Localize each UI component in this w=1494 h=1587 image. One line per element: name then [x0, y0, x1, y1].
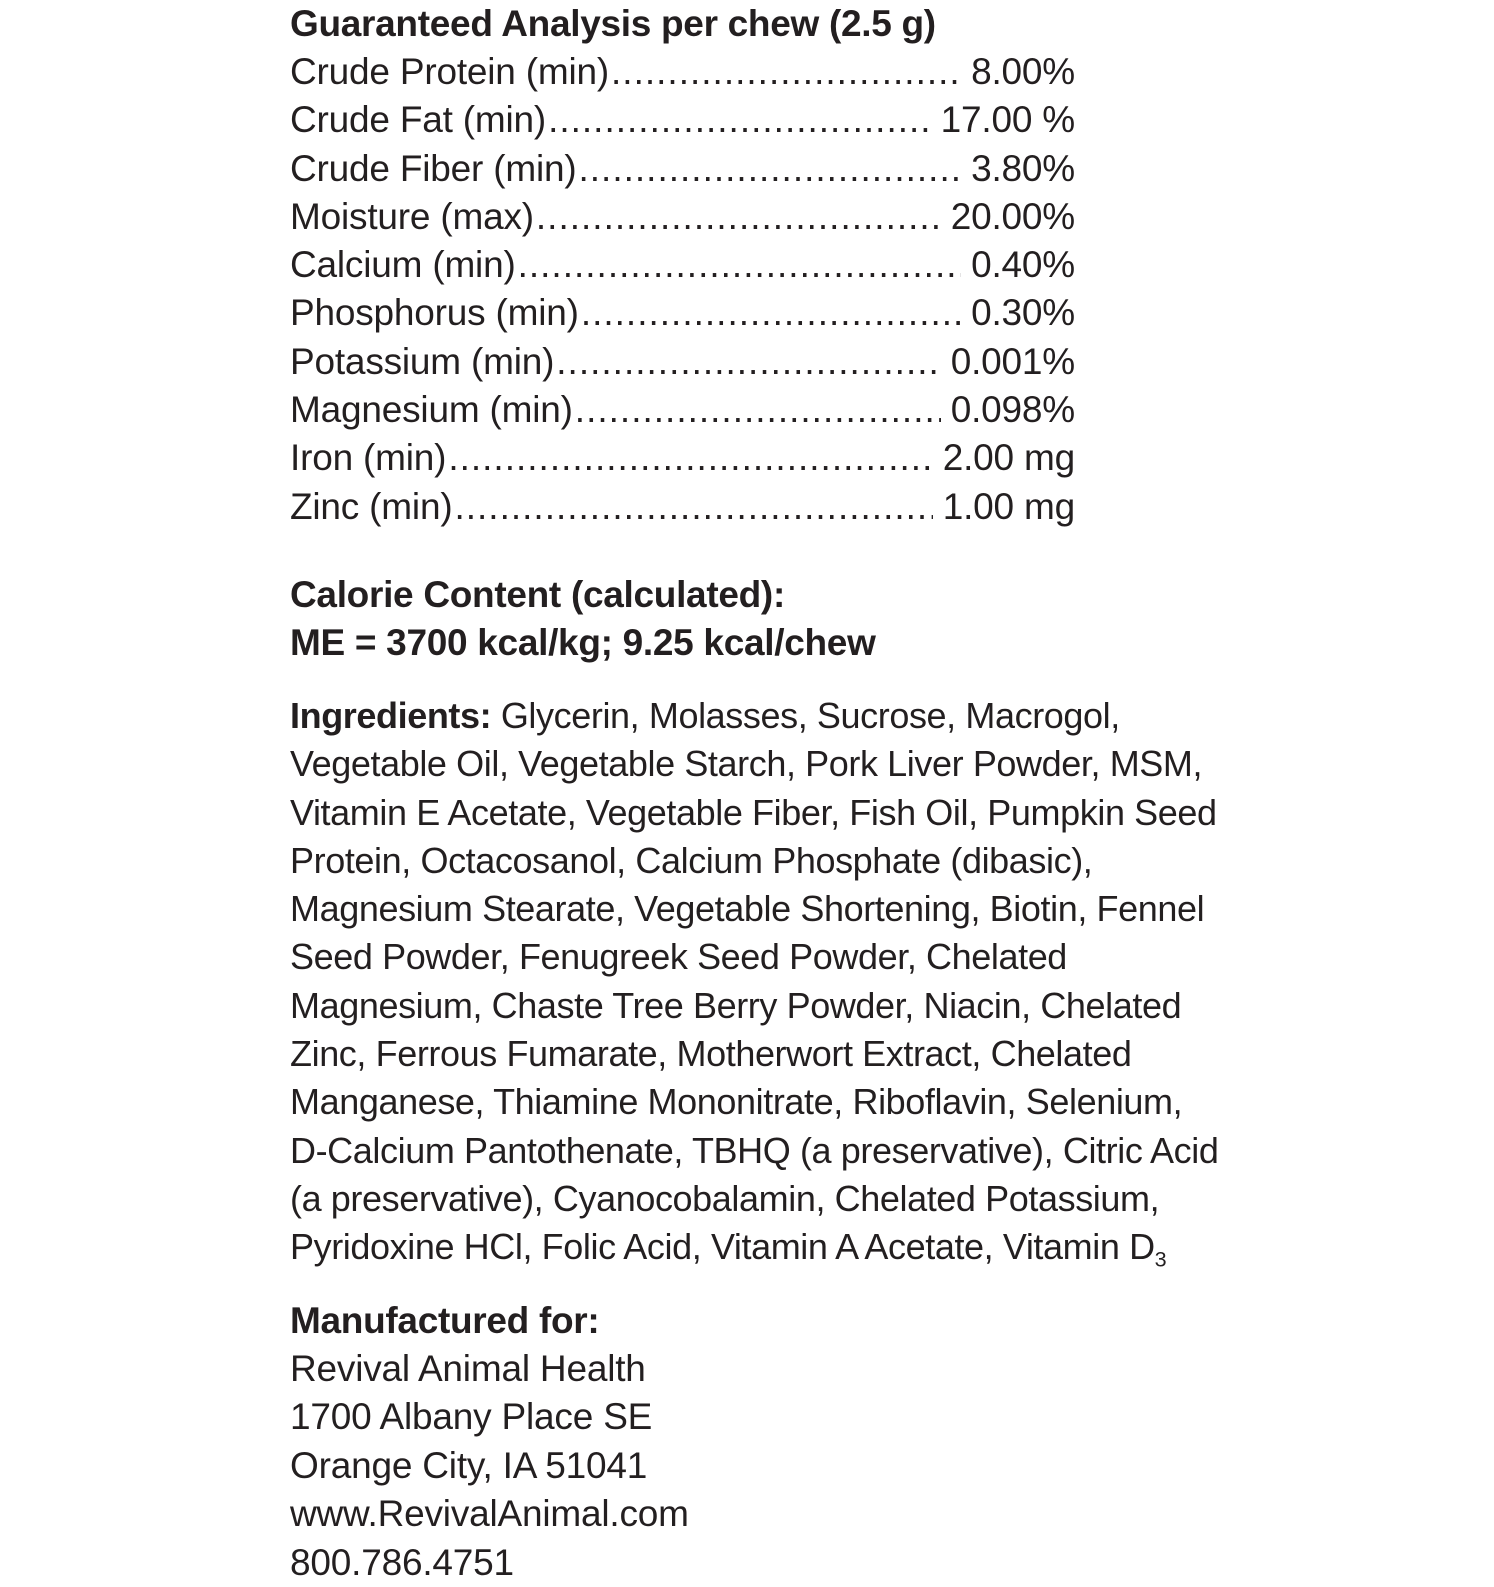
manufacturer-city: Orange City, IA 51041 [290, 1444, 648, 1486]
nutrient-value: 8.00% [971, 51, 1075, 92]
vitamin-d-subscript: 3 [1154, 1246, 1167, 1272]
nutrient-value: 3.80% [971, 147, 1075, 189]
manufacturer-phone: 800.786.4751 [290, 1541, 514, 1583]
dot-leader [536, 193, 941, 241]
analysis-row [290, 338, 1075, 386]
nutrient-value: 1.00 mg [942, 485, 1075, 527]
guaranteed-analysis-title: Guaranteed Analysis per chew (2.5 g) [290, 3, 936, 44]
nutrient-name: Magnesium (min) [290, 389, 573, 431]
nutrient-name: Iron (min) [290, 437, 447, 479]
analysis-row [290, 193, 1075, 241]
analysis-row [290, 48, 1075, 96]
nutrient-name: Crude Fat (min) [290, 99, 547, 141]
ingredients-list: Glycerin, Molasses, Sucrose, Macrogol, Vegetable Oil, Vegetable Starch, Pork Liver Powder, MSM, Vitamin E Acetate, Vegetable Fiber, Fish Oil, Pumpkin Seed Protein, Octacosanol, Calcium Phosphate (dibasic), Magnesium Stearate, Vegetable Shortening, Biotin, Fennel Seed Powder, Fenugreek Seed Powder, Chelated Magnesium, Chaste Tree Berry Powder, Niacin, Chelated Zinc, Ferrous Fumarate, Motherwort Extract, Chelated Manganese, Thiamine Mononitrate, Riboflavin, Selenium, D-Calcium Pantothenate, TBHQ (a preservative), Citric Acid (a preservative), Cyanocobalamin, Chelated Potassium, Pyridoxine HCl, Folic Acid, Vitamin A Acetate, Vitamin D [290, 694, 1219, 1268]
nutrient-name: Crude Protein (min) [290, 51, 610, 92]
nutrient-name: Phosphorus (min) [290, 292, 579, 334]
dot-leader [518, 241, 961, 289]
analysis-row [290, 145, 1075, 193]
nutrient-name: Calcium (min) [290, 244, 516, 286]
nutrient-value: 20.00% [950, 195, 1075, 237]
guaranteed-analysis-table [290, 48, 1075, 531]
analysis-row [290, 483, 1075, 531]
analysis-row [290, 386, 1075, 434]
dot-leader [575, 386, 941, 434]
nutrient-name: Moisture (max) [290, 195, 534, 237]
manufacturer-street: 1700 Albany Place SE [290, 1396, 653, 1438]
analysis-row [290, 289, 1075, 337]
calorie-content-value: ME = 3700 kcal/kg; 9.25 kcal/chew [290, 621, 876, 663]
nutrient-value: 0.098% [950, 389, 1075, 431]
analysis-row [290, 241, 1075, 289]
analysis-row [290, 96, 1075, 144]
calorie-content-title: Calorie Content (calculated): [290, 573, 785, 615]
ingredients-paragraph [290, 692, 1220, 1272]
manufacturer-title: Manufactured for: [290, 1299, 600, 1341]
nutrient-value: 0.30% [971, 292, 1075, 334]
dot-leader [581, 289, 961, 337]
dot-leader [611, 48, 961, 96]
analysis-row [290, 434, 1075, 482]
nutrient-value: 17.00 % [940, 99, 1075, 141]
ingredients-label: Ingredients: [290, 694, 492, 736]
nutrient-value: 0.40% [971, 244, 1075, 286]
nutrient-name: Potassium (min) [290, 340, 555, 382]
nutrient-name: Zinc (min) [290, 485, 453, 527]
manufacturer-website: www.RevivalAnimal.com [290, 1493, 689, 1535]
dot-leader [579, 145, 962, 193]
dot-leader [556, 338, 940, 386]
nutrient-value: 2.00 mg [942, 437, 1075, 479]
nutrient-value: 0.001% [950, 340, 1075, 382]
dot-leader [454, 483, 932, 531]
product-label [290, 0, 1220, 1587]
manufacturer-name: Revival Animal Health [290, 1347, 646, 1389]
dot-leader [548, 96, 931, 144]
nutrient-name: Crude Fiber (min) [290, 147, 577, 189]
dot-leader [448, 434, 932, 482]
